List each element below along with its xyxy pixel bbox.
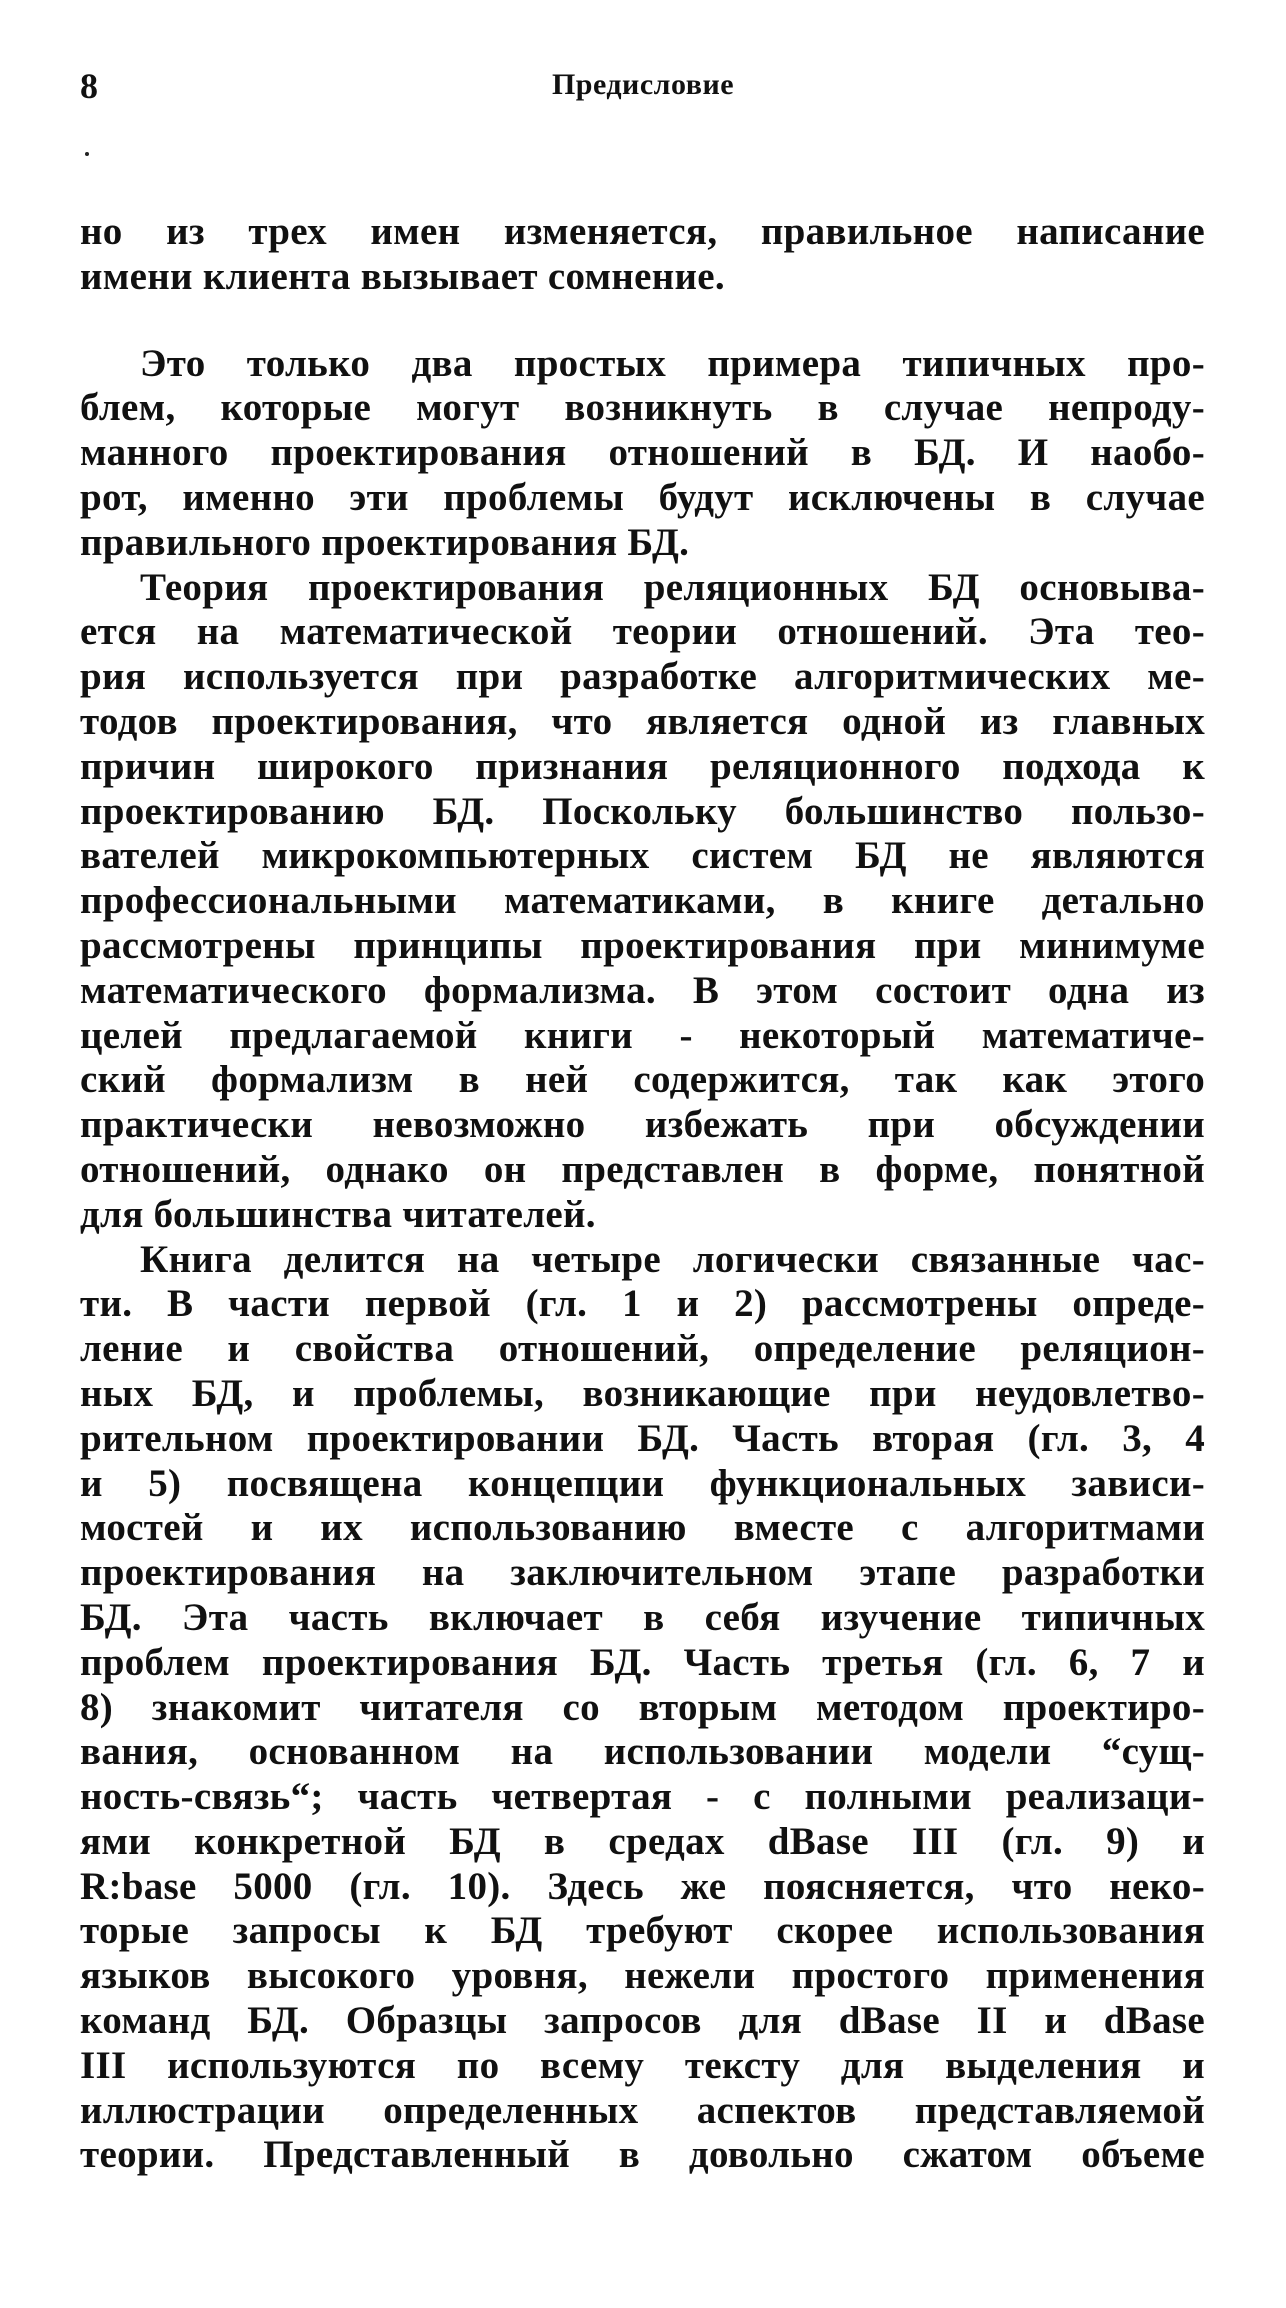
print-speck: [85, 152, 89, 156]
text-line: мостей и их использованию вместе с алгоритмами: [80, 1506, 1205, 1550]
text-line: вания, основанном на использовании модели “сущ-: [80, 1730, 1205, 1774]
text-line: отношений, однако он представлен в форме, понятной: [80, 1147, 1205, 1191]
text-line: III используются по всему тексту для выделения и: [80, 2043, 1205, 2087]
text-line: и 5) посвящена концепции функциональных зависи-: [80, 1461, 1205, 1505]
text-line: Это только два простых примера типичных про-: [140, 341, 1205, 385]
text-line: причин широкого признания реляционного подхода к: [80, 744, 1205, 788]
text-line: блем, которые могут возникнуть в случае непроду-: [80, 386, 1205, 430]
text-line: рассмотрены принципы проектирования при минимуме: [80, 923, 1205, 967]
text-line: Книга делится на четыре логически связанные час-: [140, 1237, 1205, 1281]
text-line: профессиональными математиками, в книге детально: [80, 879, 1205, 923]
text-line: команд БД. Образцы запросов для dBase II и dBase: [80, 1999, 1205, 2043]
text-line: практически невозможно избежать при обсуждении: [80, 1103, 1205, 1147]
text-line: торые запросы к БД требуют скорее использования: [80, 1909, 1205, 1953]
text-line: ский формализм в ней содержится, так как этого: [80, 1058, 1205, 1102]
text-line: ется на математической теории отношений. Эта тео-: [80, 610, 1205, 654]
paragraph-3: [80, 566, 1205, 1238]
text-line: иллюстрации определенных аспектов представляемой: [80, 2088, 1205, 2132]
text-line: ных БД, и проблемы, возникающие при неудовлетво-: [80, 1371, 1205, 1415]
text-line: ти. В части первой (гл. 1 и 2) рассмотрены опреде-: [80, 1282, 1205, 1326]
text-line: рия используется при разработке алгоритмических ме-: [80, 655, 1205, 699]
text-line: проблем проектирования БД. Часть третья (гл. 6, 7 и: [80, 1640, 1205, 1684]
paragraph-4: [80, 1238, 1205, 2179]
text-line: языков высокого уровня, нежели простого применения: [80, 1954, 1205, 1998]
page-number: 8: [80, 66, 98, 106]
running-title: Предисловие: [551, 68, 735, 101]
text-line: правильного проектирования БД.: [80, 520, 690, 564]
text-line: теории. Представленный в довольно сжатом объеме: [80, 2133, 1205, 2177]
text-line: тодов проектирования, что является одной из главных: [80, 699, 1205, 743]
text-line: проектированию БД. Поскольку большинство пользо-: [80, 789, 1205, 833]
text-line: но из трех имен изменяется, правильное написание: [80, 210, 1205, 253]
text-line: рот, именно эти проблемы будут исключены в случае: [80, 475, 1205, 519]
text-line: ление и свойства отношений, определение реляцион-: [80, 1327, 1205, 1371]
body-text: [80, 210, 1205, 2178]
text-line: ность-связь“; часть четвертая - с полными реализаци-: [80, 1775, 1205, 1819]
text-line: целей предлагаемой книги - некоторый математиче-: [80, 1013, 1205, 1057]
text-line: 8) знакомит читателя со вторым методом проектиро-: [80, 1685, 1205, 1729]
text-line: вателей микрокомпьютерных систем БД не являются: [80, 834, 1205, 878]
text-line: имени клиента вызывает сомнение.: [80, 254, 725, 298]
paragraph-1: [80, 210, 1205, 300]
text-line: математического формализма. В этом состоит одна из: [80, 968, 1205, 1012]
text-line: R:base 5000 (гл. 10). Здесь же поясняется, что неко-: [80, 1864, 1205, 1908]
text-line: манного проектирования отношений в БД. И наобо-: [80, 431, 1205, 475]
text-line: Теория проектирования реляционных БД основыва-: [140, 565, 1205, 609]
paragraph-2: [80, 342, 1205, 566]
text-line: проектирования на заключительном этапе разработки: [80, 1551, 1205, 1595]
text-line: для большинства читателей.: [80, 1192, 596, 1236]
text-line: ями конкретной БД в средах dBase III (гл. 9) и: [80, 1819, 1205, 1863]
paragraph-gap: [80, 300, 1205, 342]
text-line: БД. Эта часть включает в себя изучение типичных: [80, 1595, 1205, 1639]
text-line: рительном проектировании БД. Часть вторая (гл. 3, 4: [80, 1416, 1205, 1460]
